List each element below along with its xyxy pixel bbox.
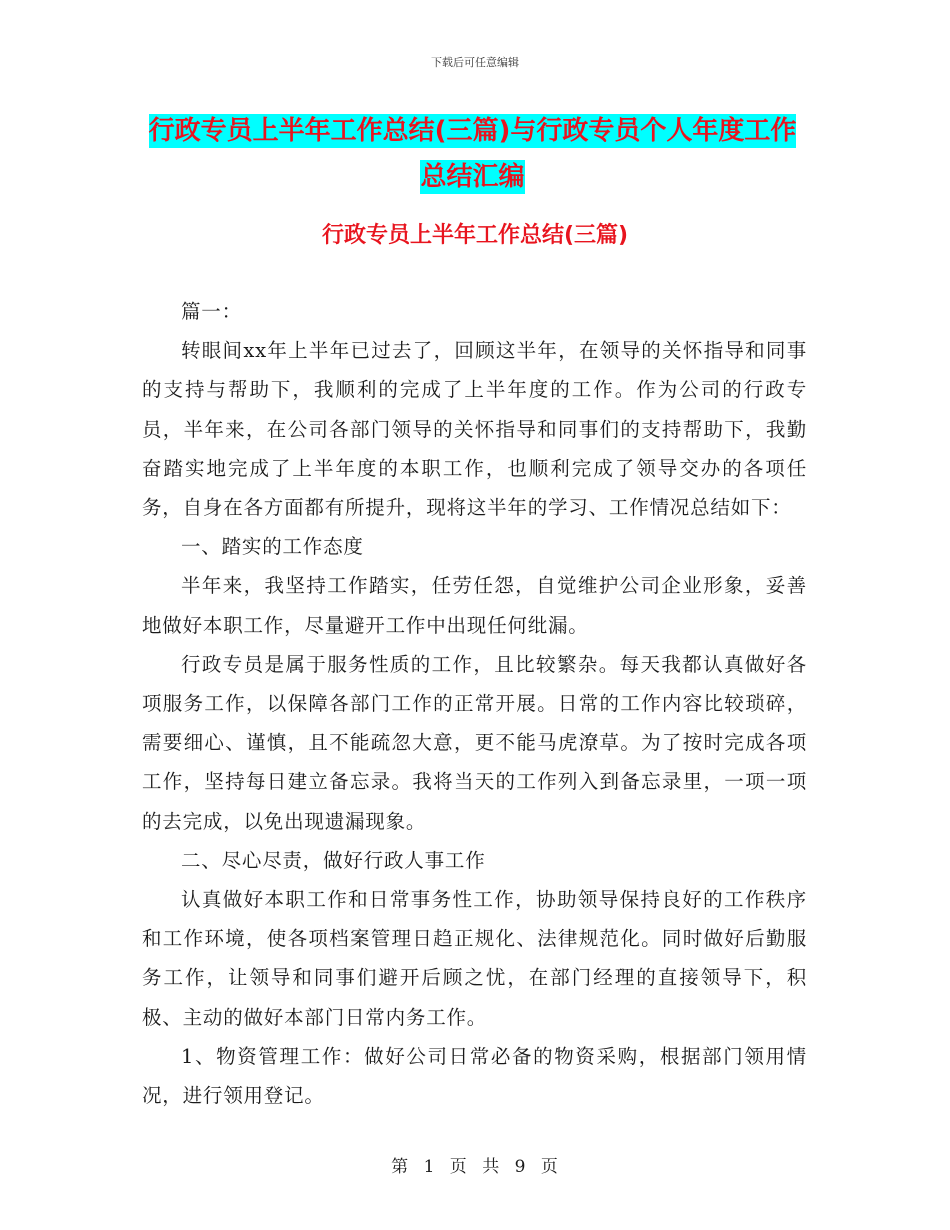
section-title: 行政专员上半年工作总结(三篇) xyxy=(321,223,629,248)
paragraph-1: 篇一： xyxy=(181,300,242,323)
footer-total-unit: 页 xyxy=(540,1157,559,1177)
footer-total-pages: 9 xyxy=(514,1157,527,1177)
document-title xyxy=(140,108,805,200)
paragraph-5: 行政专员是属于服务性质的工作，且比较繁杂。每天我都认真做好各项服务工作，以保障各部门工作的正常开展。日常的工作内容比较琐碎，需要细心、谨慎，且不能疏忽大意，更不能马虎潦草。为了按时完成各项工作，坚持每日建立备忘录。我将当天的工作列入到备忘录里，一项一项的去完成，以免出现遗漏现象。 xyxy=(142,652,807,833)
footer-prefix: 第 xyxy=(391,1157,410,1177)
footer-total-label: 共 xyxy=(482,1157,501,1177)
footer-current-page: 1 xyxy=(423,1157,436,1177)
paragraph-8: 1、物资管理工作：做好公司日常必备的物资采购，根据部门领用情况，进行领用登记。 xyxy=(142,1044,807,1108)
paragraph-2: 转眼间xx年上半年已过去了，回顾这半年，在领导的关怀指导和同事的支持与帮助下，我顺利的完成了上半年度的工作。作为公司的行政专员，半年来，在公司各部门领导的关怀指导和同事们的支持帮助下，我勤奋踏实地完成了上半年度的本职工作，也顺利完成了领导交办的各项任务，自身在各方面都有所提升，现将这半年的学习、工作情况总结如下： xyxy=(142,339,807,520)
paragraph-3: 一、踏实的工作态度 xyxy=(181,535,364,559)
page-footer xyxy=(0,1152,950,1177)
footer-page-unit: 页 xyxy=(449,1157,468,1177)
header-note: 下载后可任意编辑 xyxy=(431,56,519,69)
document-body xyxy=(142,292,807,1115)
document-title-text: 行政专员上半年工作总结(三篇)与行政专员个人年度工作总结汇编 xyxy=(148,116,797,192)
paragraph-7: 认真做好本职工作和日常事务性工作，协助领导保持良好的工作秩序和工作环境，使各项档案管理日趋正规化、法律规范化。同时做好后勤服务工作，让领导和同事们避开后顾之忧，在部门经理的直接领导下，积极、主动的做好本部门日常内务工作。 xyxy=(142,888,807,1029)
paragraph-4: 半年来，我坚持工作踏实，任劳任怨，自觉维护公司企业形象，妥善地做好本职工作，尽量避开工作中出现任何纰漏。 xyxy=(142,574,807,637)
paragraph-6: 二、尽心尽责，做好行政人事工作 xyxy=(181,848,486,872)
